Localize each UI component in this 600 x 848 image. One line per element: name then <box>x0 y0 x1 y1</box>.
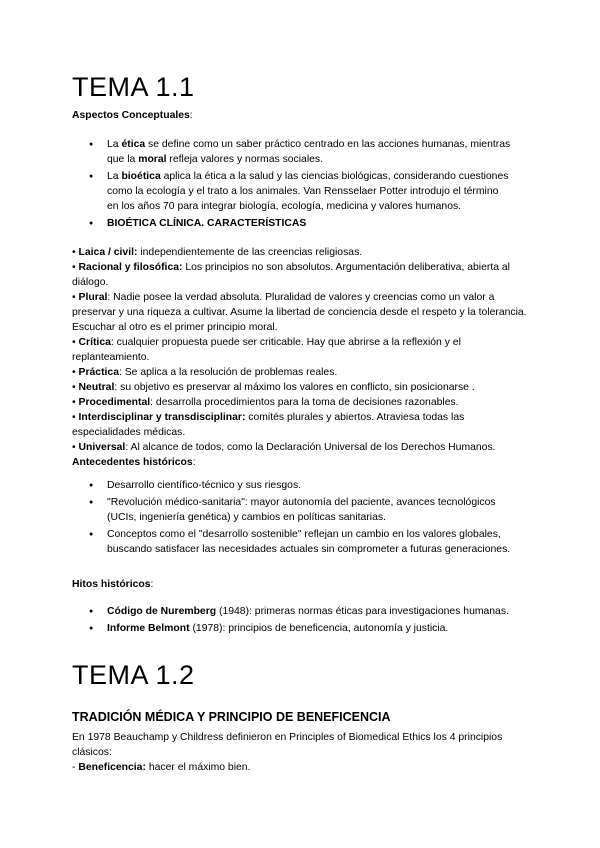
list-item: • Procedimental: desarrolla procedimientos para la toma de decisiones razonables. <box>72 397 459 408</box>
list-item: ● Desarrollo científico-técnico y sus riesgos. <box>72 478 512 493</box>
antecedentes-list <box>72 478 512 559</box>
list-item: ● Código de Nuremberg (1948): primeras normas éticas para investigaciones humanas. <box>72 604 512 619</box>
hitos-list <box>72 604 512 638</box>
hitos-heading: Hitos históricos: <box>72 579 154 590</box>
caracteristicas-list <box>72 245 532 470</box>
conceptos-list <box>72 137 512 233</box>
intro-paragraph: En 1978 Beauchamp y Childress definieron en Principles of Biomedical Ethics los 4 principios clásicos: <box>72 732 503 758</box>
list-item: • Universal: Al alcance de todos, como la Declaración Universal de los Derechos Humanos. <box>72 442 496 453</box>
list-item: • Neutral: su objetivo es preservar al máximo los valores en conflicto, sin posicionarse . <box>72 382 475 393</box>
section-subtitle: TRADICIÓN MÉDICA Y PRINCIPIO DE BENEFICENCIA <box>72 710 391 724</box>
list-item: • Práctica: Se aplica a la resolución de problemas reales. <box>72 367 338 378</box>
list-item: • Racional y filosófica: Los principios no son absolutos. Argumentación deliberativa, abierta al diálogo. <box>72 262 510 288</box>
list-item: ● Informe Belmont (1978): principios de beneficencia, autonomía y justicia. <box>72 621 512 636</box>
aspectos-heading: Aspectos Conceptuales: <box>72 110 193 121</box>
antecedentes-heading: Antecedentes históricos: <box>72 457 196 468</box>
tema-1-2-body <box>72 730 522 775</box>
list-item: ● Conceptos como el "desarrollo sostenible" reflejan un cambio en los valores globales, buscando satisfacer las necesidades actuales sin comprometer a futuras generaciones. <box>72 527 512 557</box>
list-item: - Beneficencia: hacer el máximo bien. <box>72 762 251 773</box>
list-item: ● "Revolución médico-sanitaria": mayor autonomía del paciente, avances tecnológicos (UCIs, ingeniería genética) y cambios en políticas sanitarias. <box>72 495 512 525</box>
tema-1-1-title: TEMA 1.1 <box>72 72 195 102</box>
tema-1-2-title: TEMA 1.2 <box>72 660 195 690</box>
list-item: • Crítica: cualquier propuesta puede ser criticable. Hay que abrirse a la reflexión y el replanteamiento. <box>72 337 461 363</box>
list-item: ● La bioética aplica la ética a la salud y las ciencias biológicas, considerando cuestiones como la ecología y el trato a los animales. Van Rensselaer Potter introdujo el término en los años 70 para integrar biología, ecología, medicina y valores humanos. <box>72 169 512 214</box>
list-item: ● BIOÉTICA CLÍNICA. CARACTERÍSTICAS <box>72 216 512 231</box>
list-item: • Laica / civil: independientemente de las creencias religiosas. <box>72 247 363 258</box>
list-item: ● La ética se define como un saber práctico centrado en las acciones humanas, mientras que la moral refleja valores y normas sociales. <box>72 137 512 167</box>
list-item: • Plural: Nadie posee la verdad absoluta. Pluralidad de valores y creencias como un valor a preservar y una riqueza a cultivar. Asume la libertad de conciencia desde el respeto y la tolerancia. Escuchar al otro es el primer principio moral. <box>72 292 527 333</box>
list-item: • Interdisciplinar y transdisciplinar: comités plurales y abiertos. Atraviesa todas las especialidades médicas. <box>72 412 465 438</box>
